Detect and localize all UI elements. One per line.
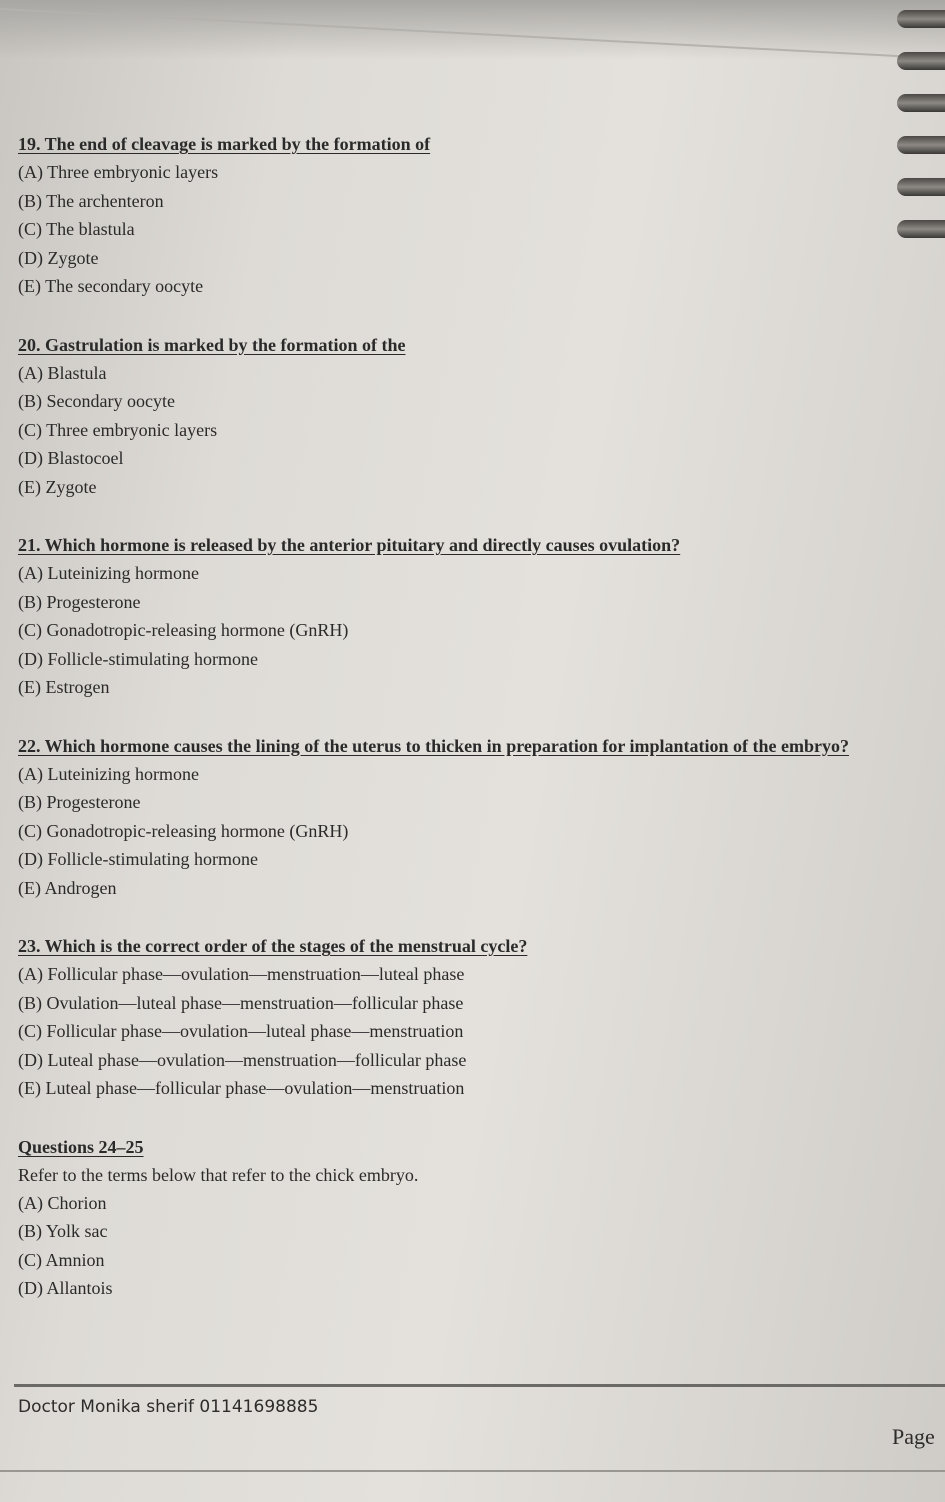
group-title: Questions 24–25 [18,1136,144,1157]
answer-option: (A) Three embryonic layers [18,162,219,182]
question-23 [18,932,928,1103]
question-21 [18,531,928,702]
answer-option: (D) Follicle-stimulating hormone [18,849,258,869]
footer-divider [14,1384,945,1387]
answer-option: (B) Ovulation—luteal phase—menstruation—follicular phase [18,992,464,1013]
question-20 [18,331,928,502]
answer-option: (E) The secondary oocyte [18,276,204,296]
answer-option: (E) Estrogen [18,677,110,697]
binding-ring [897,52,945,70]
question-title: 20. Gastrulation is marked by the formation of the [18,334,406,355]
answer-option: (A) Blastula [18,362,107,383]
question-group-24-25 [18,1133,928,1303]
answer-option: (C) The blastula [18,219,135,239]
answer-option: (D) Zygote [18,247,99,268]
answer-option: (D) Luteal phase—ovulation—menstruation—follicular phase [18,1049,467,1070]
answer-option: (C) Three embryonic layers [18,419,218,440]
answer-option: (D) Blastocoel [18,448,124,468]
answer-option: (B) The archenteron [18,190,164,211]
question-title: 23. Which is the correct order of the stages of the menstrual cycle? [18,936,528,956]
question-title: 22. Which hormone causes the lining of the uterus to thicken in preparation for implantation of the embryo? [18,735,850,756]
question-title: 21. Which hormone is released by the anterior pituitary and directly causes ovulation? [18,535,681,555]
answer-option: (B) Progesterone [18,591,141,612]
answer-option: (A) Follicular phase—ovulation—menstruation—luteal phase [18,964,465,984]
answer-option: (B) Secondary oocyte [18,391,175,411]
answer-option: (E) Androgen [18,877,117,898]
group-intro: Refer to the terms below that refer to the chick embryo. [18,1164,419,1185]
answer-option: (C) Gonadotropic-releasing hormone (GnRH) [18,820,349,841]
bottom-divider [0,1470,945,1472]
question-19 [18,130,928,301]
answer-option: (B) Yolk sac [18,1221,108,1241]
answer-option: (E) Zygote [18,476,97,497]
answer-option: (A) Chorion [18,1192,107,1213]
answer-option: (B) Progesterone [18,792,141,812]
answer-option: (D) Follicle-stimulating hormone [18,648,258,669]
binding-ring [897,94,945,112]
answer-option: (C) Gonadotropic-releasing hormone (GnRH) [18,620,349,640]
question-22 [18,732,928,903]
answer-option: (A) Luteinizing hormone [18,563,199,583]
answer-option: (C) Amnion [18,1249,105,1270]
answer-option: (C) Follicular phase—ovulation—luteal phase—menstruation [18,1021,464,1041]
answer-option: (E) Luteal phase—follicular phase—ovulation—menstruation [18,1078,465,1098]
question-list [18,130,928,1333]
footer-page-label: Page [892,1424,935,1449]
binding-ring [897,10,945,28]
question-title: 19. The end of cleavage is marked by the formation of [18,134,431,154]
answer-option: (D) Allantois [18,1278,113,1298]
answer-option: (A) Luteinizing hormone [18,763,199,784]
footer-author: Doctor Monika sherif 01141698885 [18,1397,319,1417]
